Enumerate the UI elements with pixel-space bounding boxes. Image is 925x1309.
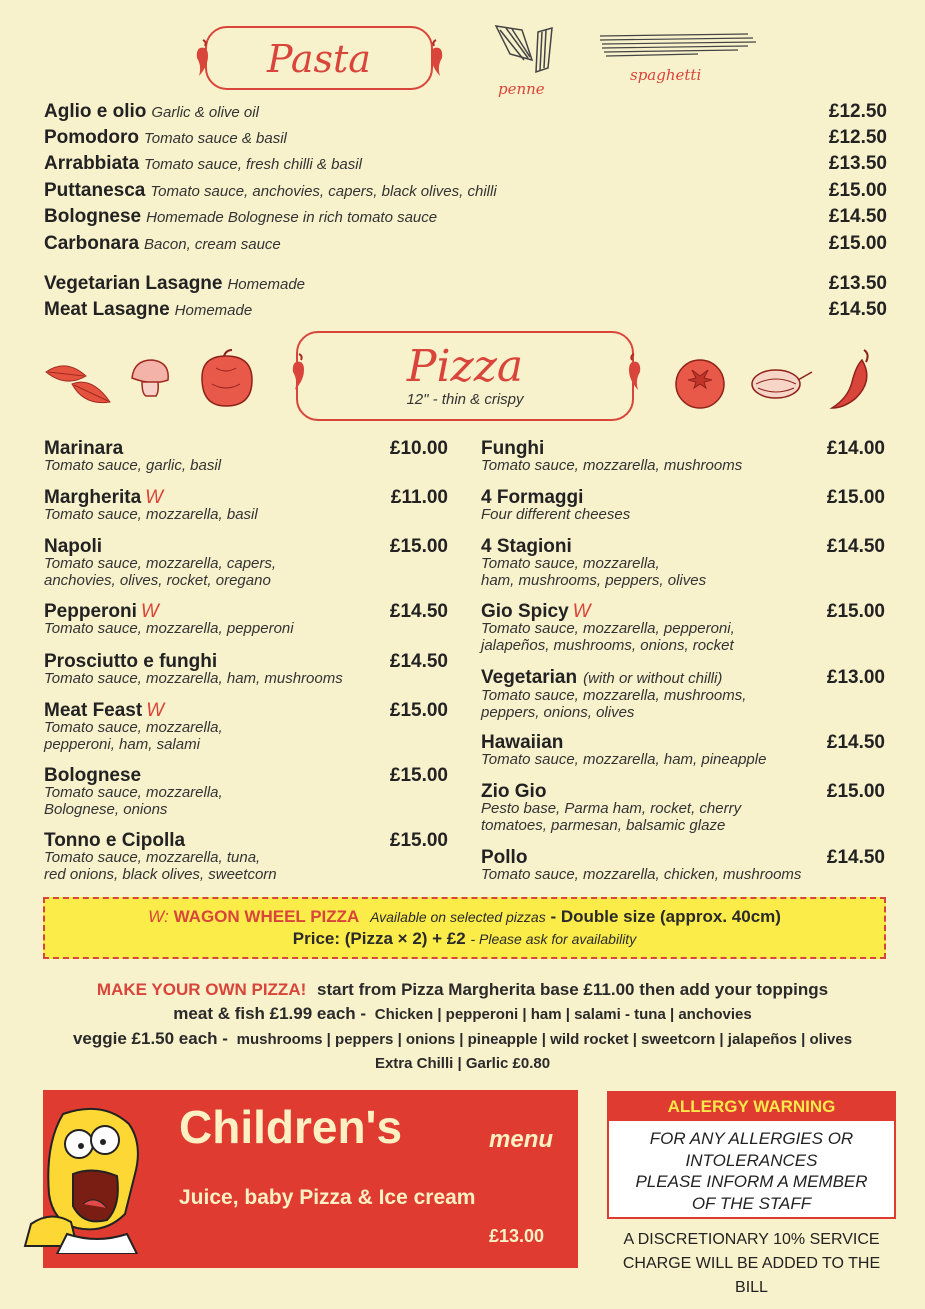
pasta-item-description: Tomato sauce, anchovies, capers, black olives, chilli: [150, 183, 497, 200]
wagon-wheel-size: - Double size (approx. 40cm): [550, 907, 781, 926]
pizza-item-description: Tomato sauce, mozzarella, pepperoni: [44, 620, 294, 637]
chilli-pepper-icon: [624, 352, 644, 392]
pizza-item-name: Hawaiian: [481, 732, 564, 753]
pizza-item-name-wrap: [44, 489, 163, 507]
wagon-wheel-availability: Available on selected pizzas: [370, 909, 546, 925]
meat-items: Chicken | pepperoni | ham | salami - tuna | anchovies: [374, 1006, 752, 1023]
pizza-item-description: Tomato sauce, mozzarella,: [481, 555, 660, 572]
pizza-item-header: [44, 653, 448, 671]
pasta-item-text: [44, 153, 362, 175]
childrens-menu-word: menu: [489, 1126, 554, 1153]
service-line: A DISCRETIONARY 10% SERVICE: [623, 1231, 880, 1248]
pizza-item-header: [481, 440, 885, 458]
pasta-item-text: [44, 206, 437, 228]
pasta-item: [44, 180, 887, 206]
pasta-item: [44, 127, 887, 153]
pizza-item-header: [481, 849, 885, 867]
pizza-item-price: £14.50: [389, 601, 448, 622]
wagon-wheel-marker: W: [572, 601, 591, 622]
pizza-item: [481, 669, 885, 721]
pizza-item-price: £14.50: [826, 847, 885, 868]
bell-pepper-icon: [194, 348, 260, 410]
pizza-item-header: [481, 489, 885, 507]
wagon-wheel-marker: W: [145, 487, 164, 508]
pizza-item-name: Pepperoni: [44, 601, 137, 622]
pasta-item-description: Tomato sauce, fresh chilli & basil: [144, 156, 362, 173]
pizza-item-description: jalapeños, mushrooms, onions, rocket: [481, 636, 734, 654]
allergy-line: FOR ANY ALLERGIES OR: [649, 1129, 854, 1148]
pizza-item-name: 4 Stagioni: [481, 536, 572, 557]
pizza-item-price: £15.00: [389, 830, 448, 851]
pizza-item-price: £15.00: [826, 601, 885, 622]
pizza-item-header: [44, 767, 448, 785]
childrens-title: Children's: [179, 1101, 403, 1153]
mushroom-icon: [128, 356, 172, 400]
pizza-item: [44, 653, 448, 688]
pizza-item-name: Bolognese: [44, 765, 142, 786]
pasta-item-description: Garlic & olive oil: [151, 104, 259, 121]
pizza-item-price: £15.00: [826, 781, 885, 802]
pizza-item-name-wrap: [481, 669, 722, 688]
pasta-item: [44, 233, 887, 259]
pasta-item-description: Homemade: [227, 276, 306, 293]
childrens-price: £13.00: [489, 1226, 545, 1246]
pizza-item-name-wrap: [44, 702, 164, 720]
allergy-title: ALLERGY WARNING: [609, 1093, 894, 1121]
pizza-item: [44, 832, 448, 883]
pizza-item-description: ham, mushrooms, peppers, olives: [481, 571, 707, 589]
pasta-item: [44, 101, 887, 127]
pizza-item-header: [481, 603, 885, 621]
pizza-item-price: £14.50: [826, 536, 885, 557]
pizza-item-description: red onions, black olives, sweetcorn: [44, 865, 277, 883]
pizza-item-name: Meat Feast: [44, 700, 143, 721]
pasta-item-name: Meat Lasagne: [44, 299, 170, 320]
pasta-item-price: £12.50: [828, 127, 887, 148]
pizza-item-header: [481, 734, 885, 752]
pasta-item-name: Carbonara: [44, 233, 140, 254]
pizza-item: [481, 538, 885, 589]
pasta-item-price: £13.50: [828, 153, 887, 174]
wagon-wheel-box: [43, 897, 886, 959]
pizza-banner: [296, 331, 634, 421]
make-your-own: [0, 978, 925, 1076]
pizza-item-description: Four different cheeses: [481, 506, 631, 523]
chilli-pepper-icon: [426, 38, 446, 78]
pizza-item: [481, 603, 885, 654]
pizza-item-price: £13.00: [826, 667, 885, 688]
pasta-item-price: £13.50: [828, 273, 887, 294]
pasta-item-text: [44, 233, 281, 255]
pasta-item-price: £14.50: [828, 206, 887, 227]
pizza-item-price: £15.00: [389, 536, 448, 557]
pizza-item-name: 4 Formaggi: [481, 487, 584, 508]
allergy-body: [609, 1121, 894, 1214]
pizza-item-description: Bolognese, onions: [44, 800, 168, 818]
pizza-item-price: £10.00: [389, 438, 448, 459]
pizza-item-description: Tomato sauce, mozzarella, mushrooms: [481, 457, 743, 474]
pasta-item-text: [44, 127, 287, 149]
pasta-item-description: Tomato sauce & basil: [144, 130, 287, 147]
veggie-label: veggie £1.50 each -: [72, 1029, 228, 1048]
pizza-item-description: Tomato sauce, mozzarella, basil: [44, 506, 258, 523]
pizza-item-description: Tomato sauce, mozzarella,: [44, 784, 223, 801]
service-line: CHARGE WILL BE ADDED TO THE BILL: [622, 1255, 881, 1296]
pasta-item-description: Bacon, cream sauce: [144, 236, 281, 253]
pizza-item: [44, 538, 448, 589]
pizza-item-name-wrap: [481, 440, 544, 458]
penne-label: penne: [498, 80, 545, 98]
pizza-item: [481, 440, 885, 475]
pasta-item: [44, 273, 887, 299]
pizza-item-name: Pollo: [481, 847, 528, 868]
pasta-banner: [205, 26, 433, 90]
pizza-item-price: £14.50: [389, 651, 448, 672]
pasta-item-description: Homemade Bolognese in rich tomato sauce: [146, 209, 438, 226]
make-your-own-meat: [0, 1002, 925, 1027]
pasta-item-name: Puttanesca: [44, 180, 146, 201]
basil-leaf-icon: [42, 354, 114, 410]
pizza-item-header: [44, 702, 448, 720]
pizza-item-name: Napoli: [44, 536, 103, 557]
onion-icon: [748, 362, 814, 402]
pasta-item: [44, 153, 887, 179]
pizza-item-name: Funghi: [481, 438, 545, 459]
wagon-wheel-ask: - Please ask for availability: [470, 931, 637, 947]
childrens-menu-box: [43, 1090, 578, 1268]
pizza-item: [44, 767, 448, 818]
cartoon-character-icon: [23, 1104, 173, 1254]
pasta-item-text: [44, 299, 252, 321]
pizza-item-name-wrap: [481, 489, 583, 507]
pizza-item-description: tomatoes, parmesan, balsamic glaze: [481, 816, 726, 834]
make-your-own-intro: start from Pizza Margherita base £11.00 then add your toppings: [317, 980, 829, 999]
pizza-item-description: Tomato sauce, garlic, basil: [44, 457, 222, 474]
pizza-item-name-wrap: [44, 653, 217, 671]
pasta-item-price: £15.00: [828, 233, 887, 254]
pizza-item: [44, 702, 448, 753]
make-your-own-veggie: [0, 1027, 925, 1052]
pizza-item-name-wrap: [481, 603, 591, 621]
allergy-warning-box: [607, 1091, 896, 1219]
pasta-item: [44, 299, 887, 325]
pizza-item-name-wrap: [44, 767, 141, 785]
pizza-item-header: [44, 440, 448, 458]
pizza-item-name-wrap: [481, 538, 572, 556]
allergy-line: INTOLERANCES: [685, 1150, 818, 1170]
pizza-item-price: £15.00: [389, 765, 448, 786]
pizza-item: [481, 849, 885, 884]
pasta-item-price: £12.50: [828, 101, 887, 122]
pizza-item-name: Prosciutto e funghi: [44, 651, 218, 672]
penne-icon: [490, 18, 560, 78]
pizza-item-header: [481, 669, 885, 688]
pasta-item-name: Bolognese: [44, 206, 142, 227]
make-your-own-title: MAKE YOUR OWN PIZZA!: [96, 980, 307, 999]
wagon-wheel-line1: [45, 906, 884, 928]
pizza-item-description: Tomato sauce, mozzarella, capers,: [44, 555, 277, 572]
pasta-item-price: £15.00: [828, 180, 887, 201]
pizza-item-price: £14.50: [826, 732, 885, 753]
veggie-items: mushrooms | peppers | onions | pineapple | wild rocket | sweetcorn | jalapeños | olives: [236, 1031, 853, 1048]
pizza-item-description: Tomato sauce, mozzarella, ham, mushrooms: [44, 670, 343, 687]
pizza-item-description: Tomato sauce, mozzarella,: [44, 719, 223, 736]
pizza-subtitle: 12" - thin & crispy: [406, 391, 524, 408]
pizza-item-header: [44, 538, 448, 556]
wagon-wheel-price: Price: (Pizza × 2) + £2: [292, 929, 466, 948]
meat-label: meat & fish £1.99 each -: [173, 1004, 367, 1023]
pizza-item-name-wrap: [481, 734, 563, 752]
pasta-item-name: Aglio e olio: [44, 101, 147, 122]
pizza-item-description: Pesto base, Parma ham, rocket, cherry: [481, 800, 742, 817]
pizza-item-name: Marinara: [44, 438, 124, 459]
pizza-item: [481, 489, 885, 524]
pizza-item-name-wrap: [44, 832, 185, 850]
pizza-item-price: £11.00: [390, 487, 448, 508]
pizza-item-name-wrap: [481, 849, 527, 867]
pizza-item-header: [44, 603, 448, 621]
pizza-item-header: [481, 783, 885, 801]
pizza-item-name: Tonno e Cipolla: [44, 830, 186, 851]
pizza-item-description: Tomato sauce, mozzarella, chicken, mushrooms: [481, 866, 802, 883]
pizza-item-name-wrap: [481, 783, 546, 801]
pizza-item-name: Margherita: [44, 487, 142, 508]
childrens-description: Juice, baby Pizza & Ice cream: [179, 1186, 476, 1209]
pasta-item-name: Vegetarian Lasagne: [44, 273, 223, 294]
chilli-icon: [826, 346, 876, 412]
make-your-own-line1: [0, 978, 925, 1002]
wagon-wheel-marker: W: [140, 601, 159, 622]
pizza-item-price: £15.00: [389, 700, 448, 721]
pizza-item-name: Vegetarian: [481, 667, 578, 688]
pizza-item-header: [44, 832, 448, 850]
spaghetti-icon: [598, 30, 758, 60]
pizza-item: [44, 489, 448, 524]
pizza-item-name-wrap: [44, 603, 159, 621]
pizza-item-description: pepperoni, ham, salami: [44, 735, 200, 753]
pasta-item-description: Homemade: [174, 302, 253, 319]
pizza-item-name: Zio Gio: [481, 781, 547, 802]
extra-toppings: Extra Chilli | Garlic £0.80: [374, 1055, 551, 1072]
pizza-item-header: [481, 538, 885, 556]
pizza-item-price: £14.00: [826, 438, 885, 459]
tomato-icon: [670, 354, 730, 410]
pizza-item: [44, 603, 448, 638]
pizza-item-name-wrap: [44, 440, 123, 458]
pizza-item-name: Gio Spicy: [481, 601, 569, 622]
chilli-pepper-icon: [193, 38, 213, 78]
pizza-item-name-wrap: [44, 538, 102, 556]
pizza-item-note: (with or without chilli): [583, 670, 723, 687]
pasta-item-name: Arrabbiata: [44, 153, 140, 174]
pizza-item-header: [44, 489, 448, 507]
allergy-line: PLEASE INFORM A MEMBER: [635, 1172, 868, 1191]
pizza-item: [481, 734, 885, 769]
allergy-line: OF THE STAFF: [691, 1193, 812, 1213]
wagon-wheel-w: W:: [148, 907, 169, 926]
chilli-pepper-icon: [289, 352, 309, 392]
service-charge-note: [607, 1228, 896, 1300]
pasta-item-text: [44, 180, 497, 202]
pasta-item-price: £14.50: [828, 299, 887, 320]
pasta-item: [44, 206, 887, 232]
pizza-item-description: Tomato sauce, mozzarella, pepperoni,: [481, 620, 735, 637]
pizza-item-description: peppers, onions, olives: [481, 703, 635, 721]
pizza-item: [44, 440, 448, 475]
pasta-item-name: Pomodoro: [44, 127, 139, 148]
pizza-item-description: Tomato sauce, mozzarella, tuna,: [44, 849, 261, 866]
pasta-item-text: [44, 101, 259, 123]
pizza-item-description: Tomato sauce, mozzarella, ham, pineapple: [481, 751, 767, 768]
pizza-item: [481, 783, 885, 834]
pasta-item-text: [44, 273, 305, 295]
pizza-item-description: Tomato sauce, mozzarella, mushrooms,: [481, 687, 747, 704]
pizza-item-price: £15.00: [826, 487, 885, 508]
wagon-wheel-line2: [45, 928, 884, 950]
pizza-item-description: anchovies, olives, rocket, oregano: [44, 571, 271, 589]
pasta-title: Pasta: [267, 37, 371, 81]
wagon-wheel-marker: W: [146, 700, 165, 721]
wagon-wheel-title: WAGON WHEEL PIZZA: [173, 907, 360, 926]
spaghetti-label: spaghetti: [630, 66, 702, 84]
pizza-title: Pizza: [406, 341, 524, 392]
